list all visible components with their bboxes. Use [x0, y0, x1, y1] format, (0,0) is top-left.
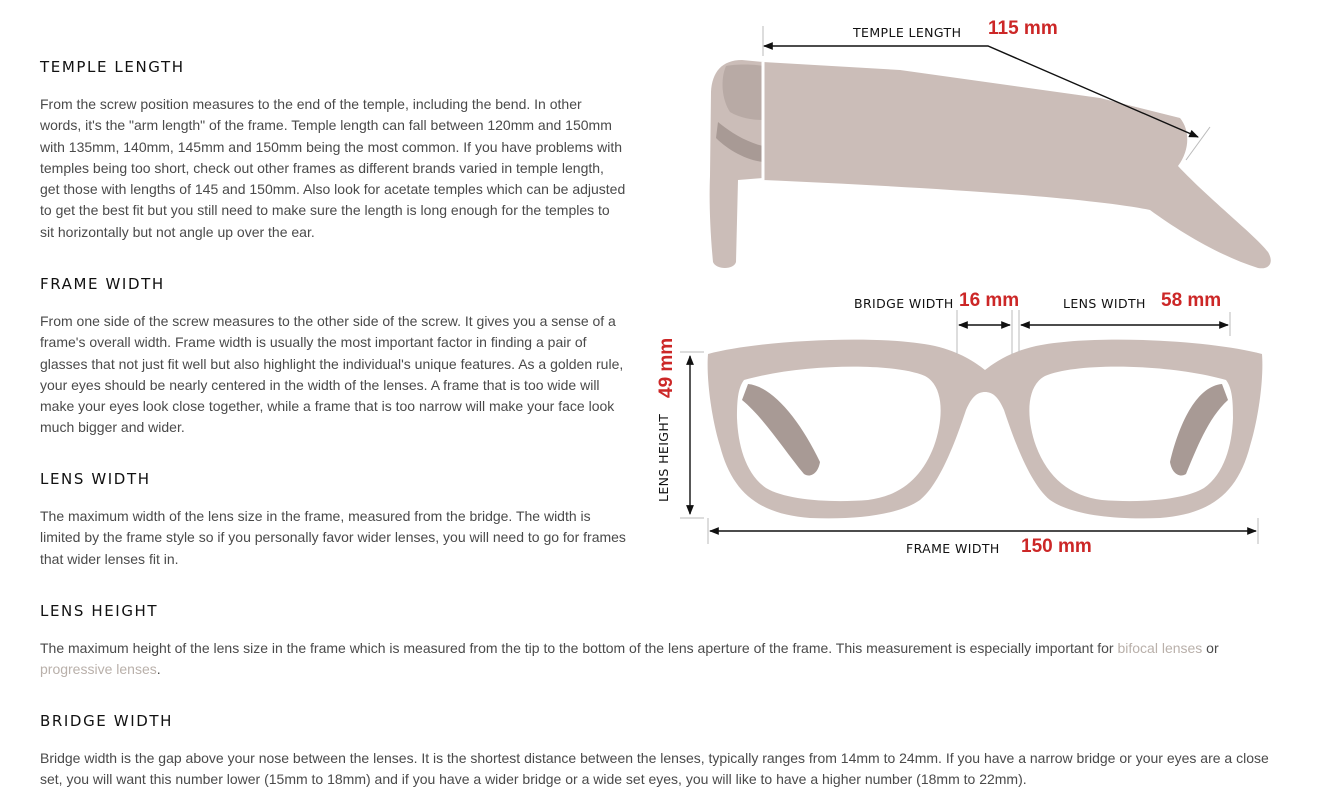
temple-length-value: 115 mm — [988, 18, 1058, 39]
lens-height-heading: LENS HEIGHT — [40, 602, 159, 620]
progressive-lenses-link[interactable]: progressive lenses — [40, 661, 157, 678]
lens-height-value: 49 mm — [656, 337, 677, 398]
temple-length-label: TEMPLE LENGTH — [853, 25, 962, 40]
lens-width-heading: LENS WIDTH — [40, 470, 151, 488]
lens-height-text-start: The maximum height of the lens size in the frame which is measured from the tip to the bottom of the lens aperture of the frame. This measurement is especially important for — [40, 640, 1118, 656]
bridge-width-label: BRIDGE WIDTH — [854, 296, 954, 311]
bifocal-lenses-link[interactable]: bifocal lenses — [1117, 640, 1203, 656]
frame-width-label: FRAME WIDTH — [906, 541, 1000, 556]
frame-width-value: 150 mm — [1021, 536, 1092, 557]
bridge-width-heading: BRIDGE WIDTH — [40, 712, 174, 730]
frame-width-text: From one side of the screw measures to the other side of the screw. It gives you a sense of a frame's overall width. Frame width is usually the most important factor in finding a pair of glasses that not just fit well but also highlight the individual's unique features. As a golden rule, your eyes should be nearly centered in the width of the lenses. A frame that is too wide will make your eyes look close together, while a frame that is too narrow will make your face look much bigger and wider. — [40, 313, 624, 436]
lens-width-value: 58 mm — [1161, 290, 1222, 311]
lens-height-text-end: . — [156, 661, 161, 678]
temple-length-text: From the screw position measures to the end of the temple, including the bend. In other words, it's the "arm length" of the frame. Temple length can fall between 120mm and 150mm with 135mm, 140mm, 145mm and 150mm being the most common. If you have problems with temples being too short, check out other frames as different brands varied in temple length, get those with lengths of 145 and 150mm. Also look for acetate temples which can be adjusted to get the best fit but you still need to make sure the length is long enough for the temples to sit horizontally but not angle up over the ear. — [40, 96, 626, 240]
lens-height-text-or: or — [1202, 640, 1219, 656]
frame-width-heading: FRAME WIDTH — [40, 275, 165, 293]
lens-height-label: LENS HEIGHT — [656, 413, 671, 502]
temple-end-tick — [1186, 127, 1210, 160]
front-left-shade — [742, 384, 820, 476]
temple-length-heading: TEMPLE LENGTH — [40, 58, 185, 76]
lens-width-text: The maximum width of the lens size in the frame, measured from the bridge. The width is limited by the frame style so if you personally favor wider lenses, you will need to go for frames that wider lenses fit in. — [40, 508, 626, 567]
bridge-width-value: 16 mm — [959, 290, 1020, 311]
side-temple-arm — [763, 62, 1271, 268]
bridge-width-text: Bridge width is the gap above your nose between the lenses. It is the shortest distance between the lenses, typically ranges from 14mm to 24mm. If you have a narrow bridge or your eyes are a close set, you will want this number lower (15mm to 18mm) and if you have a wider bridge or a wide set eyes, you will like to have a higher number (18mm to 22mm). — [40, 750, 1269, 788]
front-right-shade — [1170, 384, 1228, 476]
lens-width-label: LENS WIDTH — [1063, 296, 1146, 311]
glasses-front-view — [708, 340, 1263, 519]
glasses-side-view — [710, 60, 1271, 268]
